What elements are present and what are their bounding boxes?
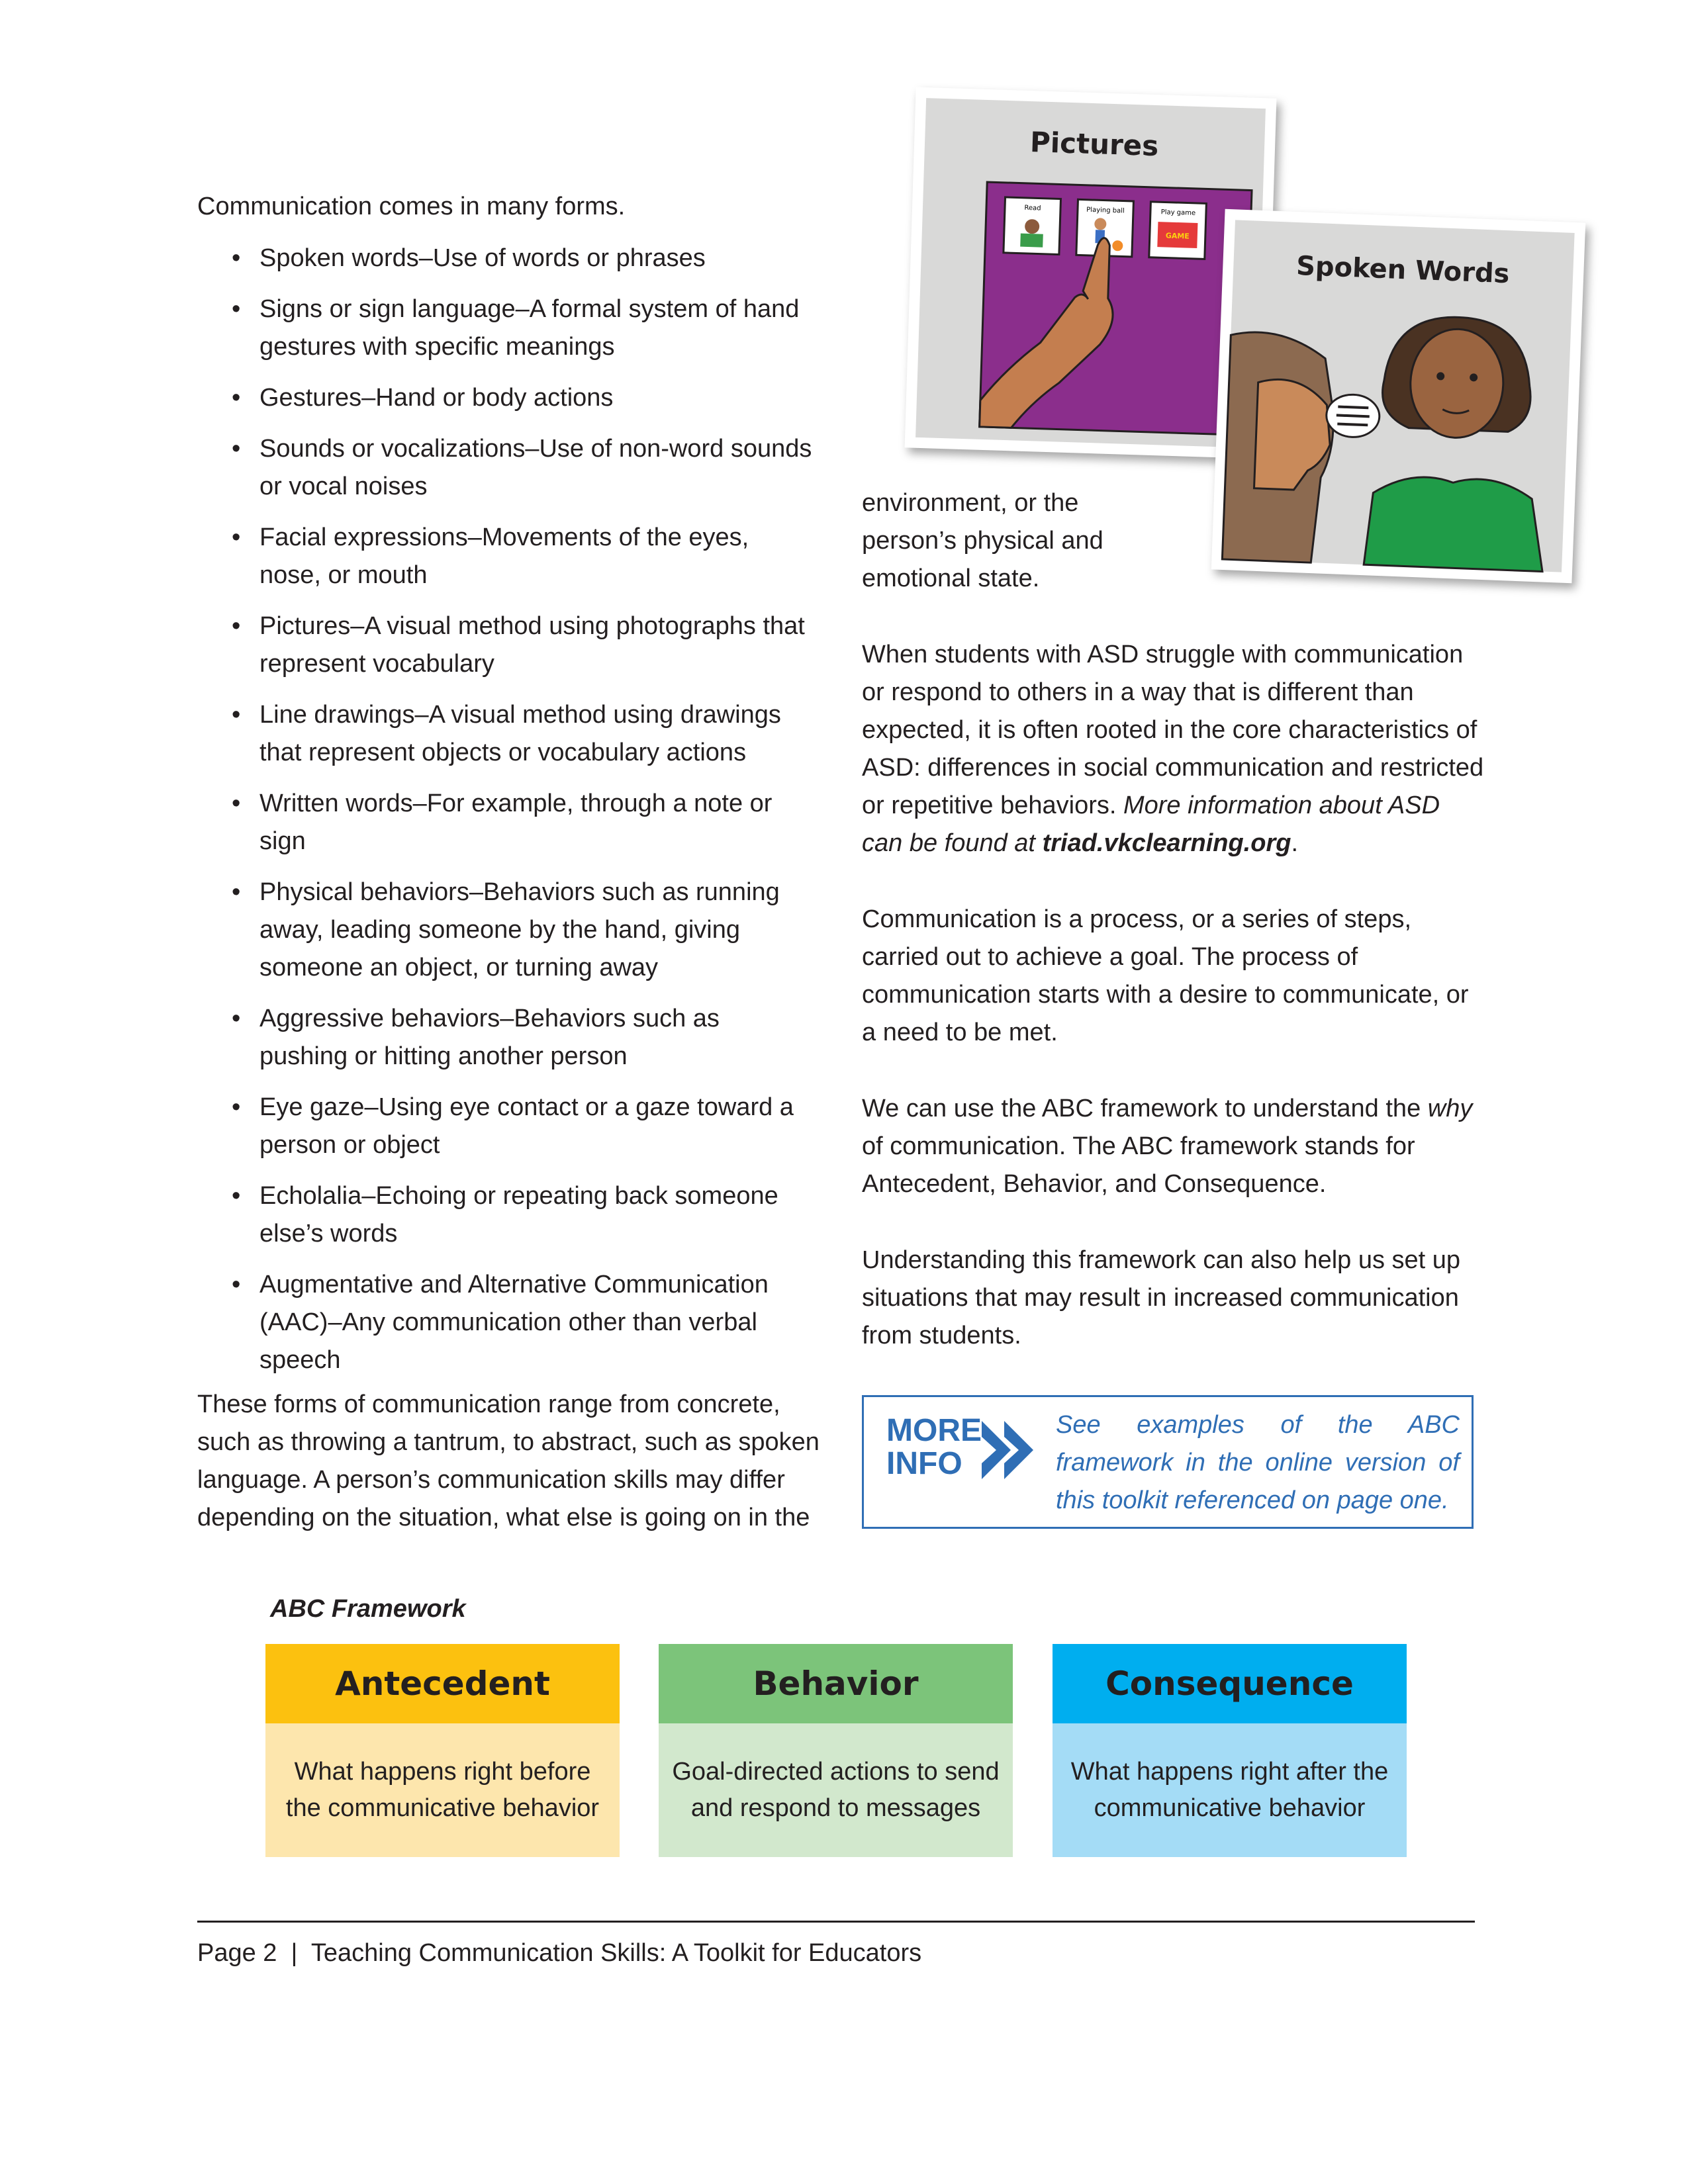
list-item: • Gestures–Hand or body actions xyxy=(232,384,614,412)
list-item: • Spoken words–Use of words or phrases xyxy=(232,244,706,272)
footer-divider xyxy=(197,1921,1475,1923)
right-column xyxy=(862,484,1484,1393)
svg-text:GAME: GAME xyxy=(1165,231,1190,241)
list-item: • Written words–For example, through a note or sign xyxy=(232,790,773,855)
triad-link[interactable]: triad.vkclearning.org xyxy=(1042,829,1291,857)
behavior-text: Goal-directed actions to send and respond to messages xyxy=(659,1723,1013,1857)
svg-text:Read: Read xyxy=(1024,204,1041,212)
spoken-words-title: Spoken Words xyxy=(1295,250,1511,290)
consequence-text: What happens right after the communicative behavior xyxy=(1053,1723,1407,1857)
list-item: • Physical behaviors–Behaviors such as running away, leading someone by the hand, giving someone an object, or turning away xyxy=(232,878,780,981)
antecedent-box xyxy=(265,1644,620,1857)
left-closing-paragraph: These forms of communication range from concrete, such as throwing a tantrum, to abstract, such as spoken language. A person’s communication skills may differ depending on the situation, what else is going on in the xyxy=(197,1390,820,1531)
abc-intro-paragraph: We can use the ABC framework to understand the why of communication. The ABC framework stands for Antecedent, Behavior, and Consequence. xyxy=(862,1095,1473,1198)
list-item: • Aggressive behaviors–Behaviors such as pushing or hitting another person xyxy=(232,1005,720,1070)
framework-paragraph: Understanding this framework can also help us set up situations that may result in increased communication from students. xyxy=(862,1246,1461,1349)
consequence-box xyxy=(1053,1644,1407,1857)
list-item: • Sounds or vocalizations–Use of non-word sounds or vocal noises xyxy=(232,435,812,500)
pictures-title: Pictures xyxy=(1029,126,1159,163)
continuation-text: environment, or the person’s physical and emotional state. xyxy=(862,489,1103,592)
list-item: • Line drawings–A visual method using drawings that represent objects or vocabulary actions xyxy=(232,701,781,766)
double-chevron-right-icon xyxy=(976,1417,1043,1483)
intro-text: Communication comes in many forms. xyxy=(197,193,626,220)
page-footer: Page 2 | Teaching Communication Skills: A Toolkit for Educators xyxy=(197,1939,922,1967)
list-item: • Pictures–A visual method using photographs that represent vocabulary xyxy=(232,612,805,678)
more-info-box[interactable] xyxy=(862,1395,1474,1529)
behavior-heading: Behavior xyxy=(659,1644,1013,1723)
more-info-text: See examples of the ABC framework in the online version of this toolkit referenced on page one. xyxy=(1056,1411,1460,1514)
abc-framework-title: ABC Framework xyxy=(270,1595,466,1623)
list-item: • Augmentative and Alternative Communication (AAC)–Any communication other than verbal speech xyxy=(232,1271,769,1374)
svg-text:Play game: Play game xyxy=(1160,208,1196,217)
behavior-box xyxy=(659,1644,1013,1857)
process-paragraph: Communication is a process, or a series of steps, carried out to achieve a goal. The process of communication starts with a desire to communicate, or a need to be met. xyxy=(862,905,1469,1046)
consequence-heading: Consequence xyxy=(1053,1644,1407,1723)
picture-card-play-game xyxy=(1149,202,1207,259)
svg-text:Playing ball: Playing ball xyxy=(1086,206,1125,215)
list-item: • Signs or sign language–A formal system of hand gestures with specific meanings xyxy=(232,295,800,361)
list-item: • Eye gaze–Using eye contact or a gaze toward a person or object xyxy=(232,1093,794,1159)
antecedent-text: What happens right before the communicative behavior xyxy=(265,1723,620,1857)
asd-paragraph: When students with ASD struggle with communication or respond to others in a way that is different than expected, it is often rooted in the core characteristics of ASD: differences in social communication and restricted or repetitive behaviors. More information about ASD can be found at triad.vkclearning.org. xyxy=(862,641,1484,857)
antecedent-heading: Antecedent xyxy=(265,1644,620,1723)
more-info-label: MORE INFO xyxy=(886,1413,982,1481)
forms-list xyxy=(218,240,814,1392)
list-item: • Echolalia–Echoing or repeating back someone else’s words xyxy=(232,1182,778,1248)
picture-card-read xyxy=(1004,197,1061,255)
list-item: • Facial expressions–Movements of the eyes, nose, or mouth xyxy=(232,523,749,589)
